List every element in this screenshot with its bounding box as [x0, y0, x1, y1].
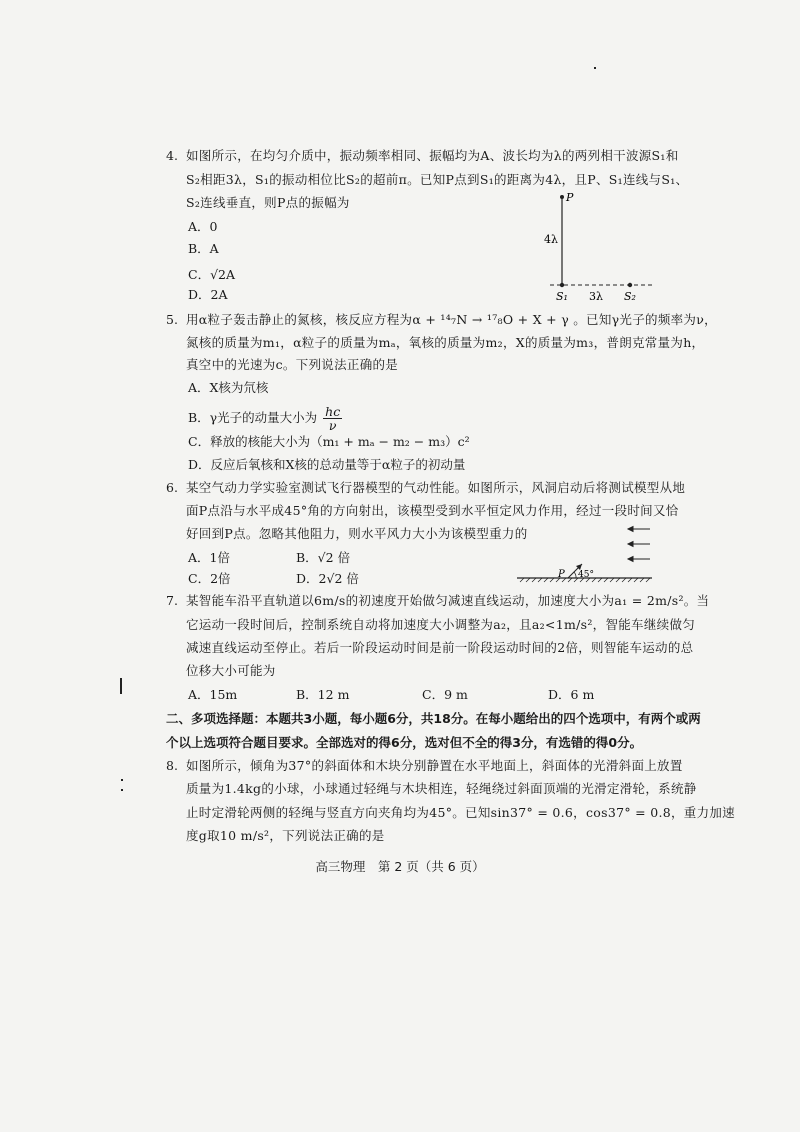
q7-option-b: B．12 m: [296, 687, 350, 702]
q8-text-line3: 止时定滑轮两侧的轻绳与竖直方向夹角均为45°。已知sin37° = 0.6，cos37° = 0.8，重力加速: [186, 805, 735, 820]
q6-option-d: D．2√2 倍: [296, 571, 359, 586]
q4-figure: [520, 185, 660, 305]
q6-fig-label-p: P: [558, 569, 565, 580]
q4-fig-label-p: P: [566, 191, 574, 204]
q4-option-b: B．A: [188, 241, 219, 256]
q7-number: 7.: [166, 593, 178, 608]
q5-text-line3: 真空中的光速为c。下列说法正确的是: [186, 357, 399, 372]
q8-text-line4: 度g取10 m/s²，下列说法正确的是: [186, 828, 385, 843]
q5-option-d: D．反应后氧核和X核的总动量等于α粒子的初动量: [188, 457, 466, 472]
q4-text-line3: S₂连线垂直，则P点的振幅为: [186, 195, 350, 210]
page-footer: 高三物理 第 2 页（共 6 页）: [315, 859, 485, 874]
q8-text-line2: 质量为1.4kg的小球，小球通过轻绳与木块相连，轻绳绕过斜面顶端的光滑定滑轮，系统静: [186, 781, 697, 796]
q4-option-d: D．2A: [188, 287, 228, 302]
q6-text-line3: 好回到P点。忽略其他阻力，则水平风力大小为该模型重力的: [186, 526, 528, 541]
q7-option-d: D．6 m: [548, 687, 595, 702]
q5-option-b-fraction: [323, 405, 342, 432]
q6-text-line1: 某空气动力学实验室测试飞行器模型的气动性能。如图所示，风洞启动后将测试模型从地: [186, 480, 686, 495]
q8-number: 8.: [166, 758, 178, 773]
q5-number: 5.: [166, 312, 178, 327]
q8-text-line1: 如图所示，倾角为37°的斜面体和木块分别静置在水平地面上，斜面体的光滑斜面上放置: [186, 758, 683, 773]
q4-option-c: C．√2A: [188, 267, 236, 282]
q6-fig-label-angle: 45°: [578, 570, 594, 580]
q7-text-line4: 位移大小可能为: [186, 663, 276, 678]
q6-text-line2: 面P点沿与水平成45°角的方向射出，该模型受到水平恒定风力作用，经过一段时间又恰: [186, 503, 679, 518]
section-2-header-line1: 二、多项选择题：本题共3小题，每小题6分，共18分。在每小题给出的四个选项中，有两个或两: [166, 711, 701, 726]
q5-fraction-numerator: hc: [325, 404, 341, 419]
q6-option-c: C．2倍: [188, 571, 231, 586]
q6-number: 6.: [166, 480, 178, 495]
q5-option-c: C．释放的核能大小为（m₁ + mₐ − m₂ − m₃）c²: [188, 434, 470, 449]
q4-text-line2: S₂相距3λ，S₁的振动相位比S₂的超前π。已知P点到S₁的距离为4λ，且P、S₁连线与S₁、: [186, 172, 689, 187]
q6-figure: [512, 520, 657, 590]
scan-dot: [594, 67, 596, 69]
q7-text-line2: 它运动一段时间后，控制系统自动将加速度大小调整为a₂，且a₂<1m/s²，智能车继续做匀: [186, 617, 696, 632]
q7-text-line3: 减速直线运动至停止。若后一阶段运动时间是前一阶段运动时间的2倍，则智能车运动的总: [186, 640, 694, 655]
q7-text-line1: 某智能车沿平直轨道以6m/s的初速度开始做匀减速直线运动，加速度大小为a₁ = 2m/s²。当: [186, 593, 710, 608]
q6-option-a: A．1倍: [188, 550, 230, 565]
q4-option-a: A．0: [188, 219, 218, 234]
q5-option-a: A．X核为氘核: [188, 380, 269, 395]
q4-fig-label-3lambda: 3λ: [589, 290, 603, 303]
q7-option-c: C．9 m: [422, 687, 468, 702]
q5-text-line2: 氮核的质量为m₁，α粒子的质量为mₐ，氧核的质量为m₂，X的质量为m₃，普朗克常量为h，: [186, 335, 705, 350]
q4-text-line1: 如图所示，在均匀介质中，振动频率相同、振幅均为A、波长均为λ的两列相干波源S₁和: [186, 148, 679, 163]
q5-option-b: [188, 405, 342, 432]
scan-dot: [121, 789, 123, 791]
q4-fig-label-s1: S₁: [556, 290, 568, 303]
q4-number: 4.: [166, 148, 178, 163]
q4-fig-label-4lambda: 4λ: [544, 233, 558, 246]
wind-arrows: [628, 527, 650, 562]
q5-fraction-denominator: ν: [328, 418, 337, 433]
scan-dot: [121, 779, 123, 781]
q6-option-b: B．√2 倍: [296, 550, 351, 565]
q5-text-line1: 用α粒子轰击静止的氮核，核反应方程为α + ¹⁴₇N → ¹⁷₈O + X + γ 。已知γ光子的频率为ν，: [186, 312, 717, 327]
q5-option-b-text: B．γ光子的动量大小为: [188, 410, 318, 425]
q7-option-a: A．15m: [188, 687, 238, 702]
section-2-header-line2: 个以上选项符合题目要求。全部选对的得6分，选对但不全的得3分，有选错的得0分。: [166, 735, 643, 750]
scan-bar: [120, 678, 122, 694]
q4-fig-label-s2: S₂: [624, 290, 636, 303]
